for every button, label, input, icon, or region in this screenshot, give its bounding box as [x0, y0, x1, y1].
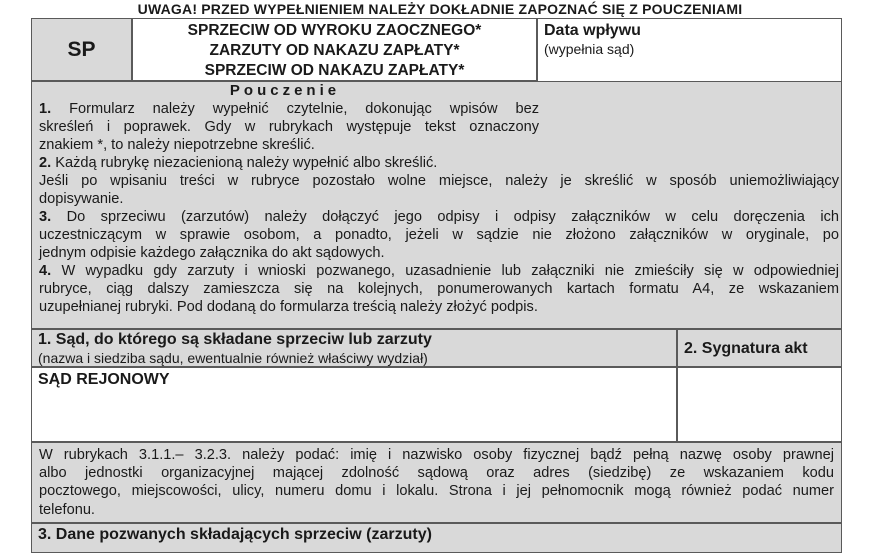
- instruction-3-text: Do sprzeciwu (zarzutów) należy dołączyć jego odpisy i odpisy załączników w celu doręczenia ich: [51, 209, 839, 225]
- section-1-title: 1. Sąd, do którego są składane sprzeciw lub zarzuty: [38, 331, 432, 348]
- instruction-3-line-1: [39, 208, 839, 226]
- instruction-1-text: Formularz należy wypełnić czytelnie, dokonując wpisów bez: [51, 101, 539, 117]
- court-name-field[interactable]: SĄD REJONOWY: [31, 367, 677, 442]
- instruction-1-line-3: znakiem *, to należy niepotrzebne skreślić.: [39, 137, 315, 153]
- instruction-1-number: 1.: [39, 101, 52, 117]
- section-1-hint: (nazwa i siedziba sądu, ewentualnie również właściwy wydział): [38, 350, 428, 366]
- instruction-4-line-3: uzupełnianej rubryki. Pod dodaną do formularza treścią należy złożyć podpis.: [39, 299, 538, 315]
- form-title-line-3: SPRZECIW OD NAKAZU ZAPŁATY*: [204, 62, 465, 79]
- parties-note-line-4: telefonu.: [39, 501, 95, 518]
- instruction-2-line-1: [39, 154, 539, 172]
- section-2-title: 2. Sygnatura akt: [677, 329, 842, 367]
- instruction-4-line-2: rubryce, ciąg dalszy zamieszcza się na kolejnych, ponumerowanych kartach formatu A4, ze wskazaniem: [39, 281, 839, 297]
- receipt-date-label: Data wpływu: [544, 22, 641, 39]
- case-signature-field[interactable]: [677, 367, 842, 442]
- parties-note: [31, 442, 842, 523]
- instruction-2-line-2: Jeśli po wpisaniu treści w rubryce pozostało wolne miejsce, należy je skreślić w sposób uniemożliwiający: [39, 173, 839, 189]
- form-title-line-1: SPRZECIW OD WYROKU ZAOCZNEGO*: [187, 22, 482, 39]
- instruction-2-number: 2.: [39, 155, 52, 171]
- instruction-2-line-3: dopisywanie.: [39, 191, 124, 207]
- instructions-heading: Pouczenie: [229, 82, 341, 99]
- instruction-1-line-1: [39, 100, 539, 118]
- receipt-date-hint: (wypełnia sąd): [544, 41, 635, 57]
- section-3-title: 3. Dane pozwanych składających sprzeciw (zarzuty): [31, 523, 842, 553]
- instruction-4-number: 4.: [39, 263, 52, 279]
- section-1-header: [31, 329, 677, 367]
- instruction-2-text: Każdą rubrykę niezacienioną należy wypełnić albo skreślić.: [51, 155, 438, 171]
- parties-note-line-1: W rubrykach 3.1.1.– 3.2.3. należy podać: imię i nazwisko osoby fizycznej bądź pełną nazwę osoby prawnej: [39, 447, 834, 463]
- form-title: [132, 18, 537, 81]
- parties-note-line-3: pocztowego, miejscowości, ulicy, numeru domu i lokalu. Strona i jej pełnomocnik mogą również podać numer: [39, 483, 834, 500]
- form-code: SP: [31, 18, 132, 81]
- warning-banner: UWAGA! PRZED WYPEŁNIENIEM NALEŻY DOKŁADNIE ZAPOZNAĆ SIĘ Z POUCZENIAMI: [137, 1, 743, 17]
- instruction-3-line-2: uczestniczącym w sprawie osobom, a ponadto, jeżeli w sądzie nie złożono załączników w oryginale, po: [39, 227, 839, 243]
- instruction-3-line-3: jednym odpisie każdego załącznika do akt sądowych.: [39, 245, 385, 261]
- form-title-line-2: ZARZUTY OD NAKAZU ZAPŁATY*: [209, 42, 460, 59]
- instruction-1-line-2: skreśleń i poprawek. Gdy w rubrykach występuje tekst oznaczony: [39, 119, 539, 135]
- parties-note-line-2: albo jednostki organizacyjnej mającej zdolność sądową oraz adres (siedzibę) ze wskazaniem kodu: [39, 465, 834, 482]
- instructions-panel: [31, 81, 842, 329]
- instruction-4-text: W wypadku gdy zarzuty i wnioski pozwanego, uzasadnienie lub załączniki nie zmieściły się w odpowiedniej: [51, 263, 839, 279]
- instruction-3-number: 3.: [39, 209, 52, 225]
- instruction-4-line-1: [39, 262, 839, 280]
